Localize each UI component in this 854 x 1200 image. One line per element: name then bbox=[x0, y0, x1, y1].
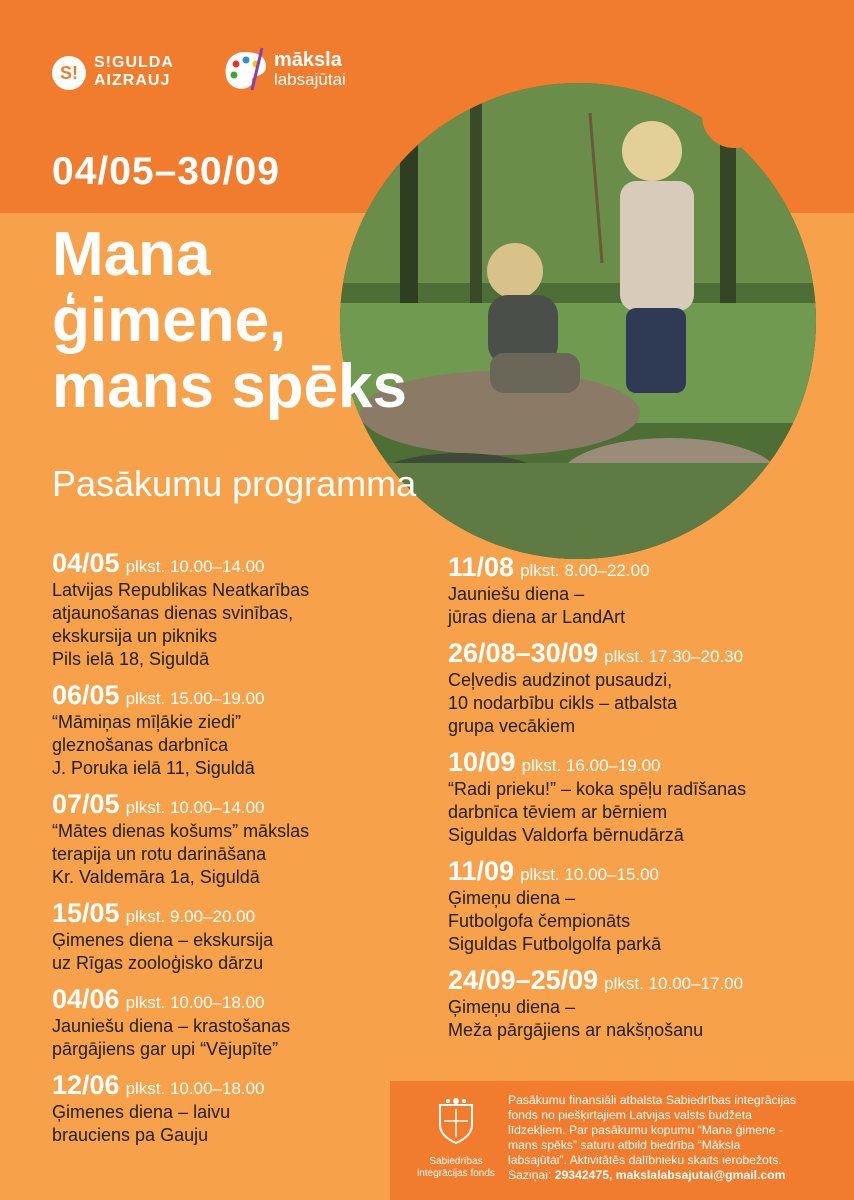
event-time: plkst. 10.00–14.00 bbox=[125, 798, 265, 817]
date-range: 04/05–30/09 bbox=[52, 150, 280, 193]
event-date: 26/08–30/09 bbox=[448, 638, 599, 668]
decorative-dot bbox=[702, 84, 766, 148]
event-date: 04/05 bbox=[52, 548, 120, 578]
sigulda-logo-text bbox=[94, 54, 174, 90]
event-time: plkst. 16.00–19.00 bbox=[521, 756, 661, 775]
event-date: 11/08 bbox=[448, 552, 515, 582]
event-time: plkst. 10.00–17.00 bbox=[604, 974, 744, 993]
event-line: 10 nodarbību cikls – atbalsta bbox=[448, 693, 678, 713]
contact-label: Saziņai: bbox=[508, 1168, 552, 1182]
contact-line bbox=[508, 1168, 843, 1183]
event-time: plkst. 9.00–20.00 bbox=[125, 907, 256, 926]
event-line: Ģimeņu diena – bbox=[448, 997, 576, 1017]
event-line: “Māmiņas mīļākie ziedi” bbox=[52, 712, 242, 732]
event-time: plkst. 17.30–20.30 bbox=[604, 647, 744, 666]
sigulda-logo-line2: AIZRAUJ bbox=[94, 72, 171, 89]
poster-subtitle: Pasākumu programma bbox=[52, 463, 417, 504]
event-line: darbnīca tēviem ar bērniem bbox=[448, 802, 668, 822]
event-date: 04/06 bbox=[52, 984, 120, 1014]
event-line: ekskursija un pikniks bbox=[52, 626, 218, 646]
funding-line: labsajūtai”. Aktivitātēs dalībnieku skaits ierobežots. bbox=[508, 1153, 782, 1167]
event-line: atjaunošanas dienas svinības, bbox=[52, 603, 294, 623]
event-item bbox=[52, 898, 392, 975]
event-item bbox=[448, 856, 838, 956]
maksla-logo-text bbox=[274, 50, 346, 90]
sigulda-logo-mark: S! bbox=[52, 56, 86, 90]
funding-line: Pasākumu finansiāli atbalsta Sabiedrības integrācijas bbox=[508, 1093, 796, 1107]
event-line: Ceļvedis audzinot pusaudzi, bbox=[448, 670, 673, 690]
event-item bbox=[448, 638, 838, 738]
event-line: Pils ielā 18, Siguldā bbox=[52, 649, 210, 669]
event-line: terapija un rotu darināšana bbox=[52, 844, 267, 864]
event-date: 10/09 bbox=[448, 747, 516, 777]
title-line2: ģimene, bbox=[52, 286, 287, 355]
event-item bbox=[448, 965, 838, 1042]
funding-text bbox=[508, 1093, 843, 1183]
event-line: Latvijas Republikas Neatkarības bbox=[52, 580, 310, 600]
event-time: plkst. 10.00–18.00 bbox=[125, 1079, 265, 1098]
funding-line: fonds no piešķirtajiem Latvijas valsts budžeta bbox=[508, 1108, 752, 1122]
title-line3: mans spēks bbox=[52, 352, 407, 421]
palette-icon bbox=[222, 46, 268, 94]
event-item bbox=[52, 548, 392, 671]
event-item bbox=[448, 552, 838, 629]
event-time: plkst. 10.00–18.00 bbox=[125, 993, 265, 1012]
event-line: brauciens pa Gauju bbox=[52, 1125, 209, 1145]
event-time: plkst. 8.00–22.00 bbox=[520, 561, 650, 580]
event-line: pārgājiens gar upi “Vējupīte” bbox=[52, 1039, 279, 1059]
event-line: Ģimeņu diena – bbox=[448, 888, 576, 908]
funding-line: līdzekļiem. Par pasākumu kopumu “Mana ģimene - bbox=[508, 1123, 784, 1137]
maksla-logo-line2: labsajūtai bbox=[274, 70, 346, 89]
funding-info-box bbox=[390, 1081, 854, 1200]
maksla-logo-line1: māksla bbox=[274, 49, 342, 71]
event-line: Jauniešu diena – bbox=[448, 584, 585, 604]
event-line: jūras diena ar LandArt bbox=[448, 607, 626, 627]
event-line: Futbolgofa čempionāts bbox=[448, 911, 631, 931]
event-line: “Radi prieku!” – koka spēļu radīšanas bbox=[448, 779, 747, 799]
event-line: grupa vecākiem bbox=[448, 716, 576, 736]
coat-of-arms-icon bbox=[434, 1097, 478, 1147]
event-item bbox=[52, 984, 392, 1061]
sigulda-logo-line1: S!GULDA bbox=[94, 54, 174, 71]
event-date: 11/09 bbox=[448, 856, 515, 886]
event-item bbox=[52, 680, 392, 780]
event-time: plkst. 15.00–19.00 bbox=[125, 689, 265, 708]
title-line1: Mana bbox=[52, 220, 211, 289]
event-line: uz Rīgas zooloģisko dārzu bbox=[52, 953, 264, 973]
event-time: plkst. 10.00–15.00 bbox=[520, 865, 660, 884]
event-line: Siguldas Futbolgolfa parkā bbox=[448, 934, 662, 954]
event-item bbox=[52, 789, 392, 889]
event-line: J. Poruka ielā 11, Siguldā bbox=[52, 758, 255, 778]
fund-logo bbox=[410, 1097, 502, 1180]
event-line: Siguldas Valdorfa bērnudārzā bbox=[448, 825, 684, 845]
event-date: 07/05 bbox=[52, 789, 120, 819]
fund-name: Sabiedrības integrācijas fonds bbox=[417, 1156, 495, 1179]
funding-line: mans spēks” saturu atbild biedrība “Māksla bbox=[508, 1138, 741, 1152]
event-line: Kr. Valdemāra 1a, Siguldā bbox=[52, 867, 260, 887]
poster-title bbox=[52, 222, 492, 420]
event-date: 12/06 bbox=[52, 1070, 120, 1100]
event-date: 15/05 bbox=[52, 898, 120, 928]
event-line: Meža pārgājiens ar nakšņošanu bbox=[448, 1020, 704, 1040]
event-item bbox=[52, 1070, 392, 1147]
event-line: gleznošanas darbnīca bbox=[52, 735, 229, 755]
event-item bbox=[448, 747, 838, 847]
event-time: plkst. 10.00–14.00 bbox=[125, 557, 265, 576]
event-line: Ģimenes diena – laivu bbox=[52, 1102, 231, 1122]
event-line: Ģimenes diena – ekskursija bbox=[52, 930, 274, 950]
event-line: Jauniešu diena – krastošanas bbox=[52, 1016, 291, 1036]
events-right-column bbox=[448, 552, 838, 1051]
event-date: 06/05 bbox=[52, 680, 120, 710]
events-left-column bbox=[52, 548, 392, 1156]
event-line: “Mātes dienas košums” mākslas bbox=[52, 821, 310, 841]
contact-details[interactable]: 29342475, makslalabsajutai@gmail.com bbox=[554, 1168, 786, 1182]
event-date: 24/09–25/09 bbox=[448, 965, 599, 995]
